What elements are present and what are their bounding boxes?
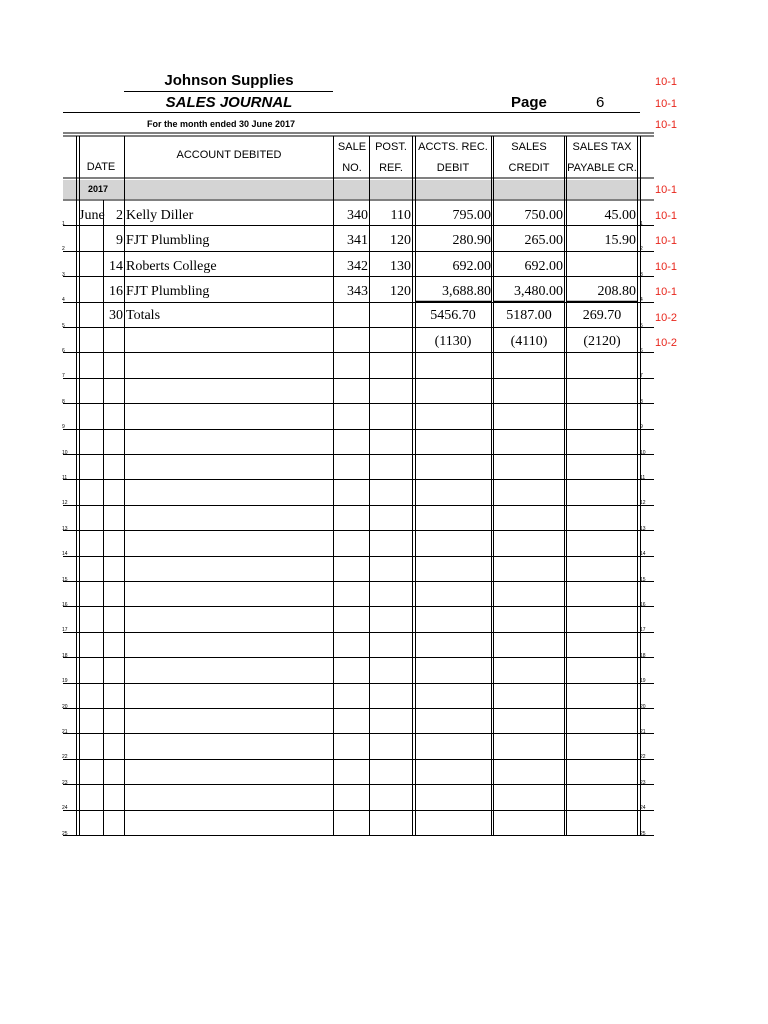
- row-number: 18: [640, 652, 646, 659]
- row-number: 23: [62, 779, 68, 786]
- posting-ref-tax: (2120): [583, 334, 621, 349]
- row-number: 14: [640, 551, 646, 558]
- row-number: 22: [62, 754, 68, 761]
- row-number: 6: [62, 348, 65, 354]
- journal-title: SALES JOURNAL: [165, 94, 293, 111]
- entry-tax-credit: 45.00: [604, 208, 636, 223]
- company-name: Johnson Supplies: [164, 72, 294, 89]
- row-number: 17: [62, 627, 68, 634]
- entry-post-ref: 120: [390, 233, 411, 248]
- row-number: 25: [62, 830, 68, 837]
- row-number: 22: [640, 754, 646, 761]
- row-number: 11: [62, 475, 68, 481]
- ref-label: 10-1: [655, 235, 678, 247]
- row-number: 16: [62, 602, 68, 608]
- tax-header-1: SALES TAX: [572, 141, 632, 153]
- year-label: 2017: [88, 184, 109, 194]
- row-number: 8: [640, 398, 643, 405]
- entry-ar-debit: 3,688.80: [442, 284, 491, 299]
- row-number: 19: [640, 678, 646, 685]
- row-number: 5: [62, 322, 65, 329]
- row-number: 12: [62, 500, 68, 507]
- ref-label: 10-1: [655, 261, 678, 273]
- row-number: 16: [640, 602, 646, 608]
- row-number: 14: [62, 551, 68, 558]
- ref-label: 10-1: [655, 119, 678, 131]
- totals-label: Totals: [126, 308, 161, 323]
- row-number: 12: [640, 500, 646, 507]
- entry-post-ref: 130: [390, 259, 411, 274]
- row-number: 20: [640, 703, 646, 710]
- entry-account: Kelly Diller: [126, 208, 194, 223]
- row-number: 24: [62, 805, 68, 812]
- posting-ref-sales: (4110): [510, 334, 548, 349]
- entry-ar-debit: 280.90: [452, 233, 491, 248]
- row-number: 24: [640, 805, 646, 812]
- entry-sale-no: 343: [347, 284, 368, 299]
- entry-month: June: [79, 208, 105, 223]
- entry-sale-no: 342: [347, 259, 368, 274]
- row-number: 11: [640, 475, 646, 481]
- ref-label: 10-1: [655, 98, 678, 110]
- row-number: 17: [640, 627, 646, 634]
- row-number: 23: [640, 779, 646, 786]
- row-number: 15: [640, 576, 646, 583]
- tax-header-2: PAYABLE CR.: [567, 162, 637, 174]
- row-number: 7: [640, 373, 643, 380]
- row-number: 13: [640, 525, 646, 532]
- sales-header-2: CREDIT: [508, 162, 550, 174]
- row-number: 2: [640, 246, 643, 253]
- row-number: 3: [62, 271, 65, 278]
- entry-sales-credit: 265.00: [524, 233, 563, 248]
- row-number: 3: [640, 271, 643, 278]
- totals-day: 30: [109, 308, 123, 323]
- row-number: 4: [62, 297, 65, 304]
- entry-day: 9: [116, 233, 123, 248]
- entry-sales-credit: 3,480.00: [514, 284, 563, 299]
- row-number: 10: [62, 449, 68, 456]
- page-number: 6: [596, 94, 605, 111]
- entry-day: 2: [116, 208, 123, 223]
- ar-header-1: ACCTS. REC.: [418, 141, 488, 153]
- row-number: 6: [640, 348, 643, 354]
- entry-sales-credit: 750.00: [524, 208, 563, 223]
- sales-header-1: SALES: [511, 141, 547, 153]
- entry-sale-no: 340: [347, 208, 368, 223]
- row-number: 1: [62, 221, 65, 227]
- entry-account: Roberts College: [126, 259, 217, 274]
- row-number: 21: [640, 729, 646, 735]
- sale-no-header-2: NO.: [342, 162, 362, 174]
- entry-tax-credit: 15.90: [604, 233, 636, 248]
- entry-sales-credit: 692.00: [524, 259, 563, 274]
- ref-label: 10-1: [655, 286, 678, 298]
- ref-label: 10-1: [655, 184, 678, 196]
- totals-sales: 5187.00: [506, 308, 552, 323]
- row-number: 8: [62, 398, 65, 405]
- post-ref-header-2: REF.: [379, 162, 403, 174]
- ref-label: 10-2: [655, 312, 678, 324]
- sale-no-header-1: SALE: [337, 141, 367, 153]
- row-number: 13: [62, 525, 68, 532]
- row-number: 5: [640, 322, 643, 329]
- row-number: 7: [62, 373, 65, 380]
- entry-account: FJT Plumbling: [126, 233, 210, 248]
- entry-tax-credit: 208.80: [597, 284, 636, 299]
- entry-account: FJT Plumbling: [126, 284, 210, 299]
- row-number: 25: [640, 830, 646, 837]
- totals-tax: 269.70: [582, 308, 622, 323]
- entry-day: 16: [109, 284, 123, 299]
- entry-ar-debit: 795.00: [452, 208, 491, 223]
- row-number: 18: [62, 652, 68, 659]
- entry-post-ref: 110: [390, 208, 411, 223]
- row-number: 15: [62, 576, 68, 583]
- ref-label: 10-2: [655, 337, 678, 349]
- date-column-header: DATE: [86, 161, 116, 173]
- ref-label: 10-1: [655, 76, 678, 88]
- ref-label: 10-1: [655, 210, 678, 222]
- entry-post-ref: 120: [390, 284, 411, 299]
- row-number: 9: [640, 424, 643, 431]
- row-number: 2: [62, 246, 65, 253]
- row-number: 19: [62, 678, 68, 685]
- entry-day: 14: [109, 259, 123, 274]
- period-label: For the month ended 30 June 2017: [147, 119, 296, 129]
- posting-ref-ar: (1130): [434, 334, 472, 349]
- entry-ar-debit: 692.00: [452, 259, 491, 274]
- account-column-header: ACCOUNT DEBITED: [176, 149, 282, 161]
- page-label: Page: [511, 94, 547, 111]
- row-number: 10: [640, 449, 646, 456]
- row-number: 21: [62, 729, 68, 735]
- year-band: [63, 180, 640, 199]
- row-number: 9: [62, 424, 65, 431]
- row-number: 1: [640, 221, 643, 227]
- entry-sale-no: 341: [347, 233, 368, 248]
- row-number: 4: [640, 297, 643, 304]
- post-ref-header-1: POST.: [375, 141, 407, 153]
- row-number: 20: [62, 703, 68, 710]
- totals-ar: 5456.70: [430, 308, 476, 323]
- ar-header-2: DEBIT: [436, 162, 470, 174]
